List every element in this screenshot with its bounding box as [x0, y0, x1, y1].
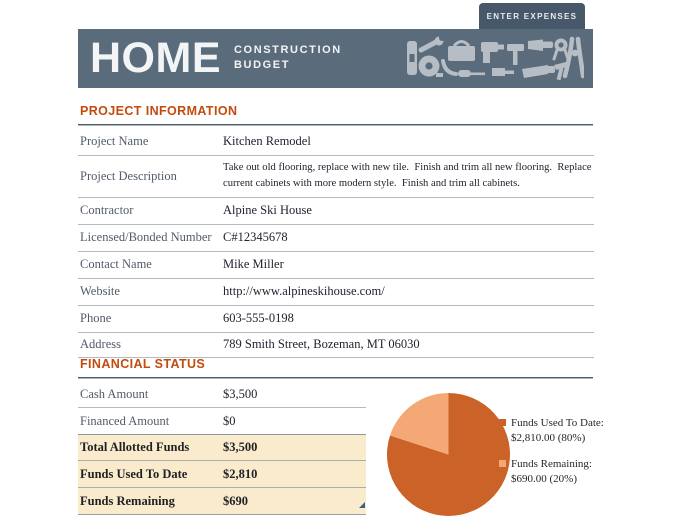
table-row [78, 128, 594, 156]
table-row [78, 225, 594, 252]
project-description-value[interactable]: Take out old flooring, replace with new tile. Finish and trim all new flooring. Replace current cabinets with more modern style. Finish and trim all cabinets. [223, 162, 595, 190]
phone-value[interactable]: 603-555-0198 [223, 311, 294, 326]
legend-text: Funds Remaining: $690.00 (20%) [511, 458, 592, 486]
financed-amount-value[interactable]: $0 [223, 413, 236, 428]
funds-remaining-label: Funds Remaining [80, 493, 175, 508]
legend-item-funds-used [499, 416, 604, 447]
table-row [78, 252, 594, 279]
app-subtitle-line2: BUDGET [234, 59, 291, 71]
app-subtitle-line1: CONSTRUCTION [234, 44, 342, 56]
contractor-label: Contractor [80, 203, 134, 218]
funds-remaining-value: $690 [223, 493, 248, 508]
section-divider [78, 124, 593, 126]
financed-amount-label: Financed Amount [80, 413, 170, 428]
funds-used-to-date-value: $2,810 [223, 466, 258, 481]
project-information-table [78, 128, 594, 358]
table-row [78, 461, 366, 488]
legend-item-funds-remaining [499, 457, 592, 488]
enter-expenses-button[interactable]: ENTER EXPENSES [479, 3, 585, 30]
project-information-title: PROJECT INFORMATION [80, 104, 238, 118]
financial-status-table [78, 381, 366, 515]
address-label: Address [80, 337, 121, 352]
table-row [78, 381, 366, 408]
financial-status-title: FINANCIAL STATUS [80, 357, 206, 371]
table-row [78, 488, 366, 515]
legend-marker-funds-used-icon [499, 419, 506, 426]
funds-used-to-date-label: Funds Used To Date [80, 466, 188, 481]
licensed-bonded-number-value[interactable]: C#12345678 [223, 230, 288, 245]
table-row [78, 198, 594, 225]
legend-text: Funds Used To Date: $2,810.00 (80%) [511, 417, 604, 445]
table-row [78, 333, 594, 358]
project-name-value[interactable]: Kitchen Remodel [223, 134, 311, 148]
website-value[interactable]: http://www.alpineskihouse.com/ [223, 284, 385, 299]
app-subtitle [234, 43, 342, 73]
address-value[interactable]: 789 Smith Street, Bozeman, MT 06030 [223, 337, 420, 352]
header-banner [78, 29, 593, 88]
contact-name-label: Contact Name [80, 257, 152, 272]
licensed-bonded-number-label: Licensed/Bonded Number [80, 230, 212, 245]
section-divider [78, 377, 593, 379]
total-allotted-funds-label: Total Allotted Funds [80, 440, 190, 454]
table-row [78, 408, 366, 435]
website-label: Website [80, 284, 120, 299]
table-resize-handle[interactable] [359, 502, 365, 508]
construction-tools-icons [406, 34, 584, 88]
app-title: HOME [90, 34, 221, 82]
contractor-value[interactable]: Alpine Ski House [223, 203, 312, 218]
project-name-label: Project Name [80, 134, 149, 148]
total-allotted-funds-value: $3,500 [223, 440, 258, 454]
table-row [78, 434, 366, 461]
table-row [78, 306, 594, 333]
phone-label: Phone [80, 311, 112, 326]
table-row [78, 156, 594, 198]
table-row [78, 279, 594, 306]
cash-amount-value[interactable]: $3,500 [223, 386, 258, 401]
legend-marker-funds-remaining-icon [499, 460, 506, 467]
project-description-label: Project Description [80, 168, 177, 183]
funds-pie-chart [387, 393, 510, 516]
contact-name-value[interactable]: Mike Miller [223, 257, 284, 272]
cash-amount-label: Cash Amount [80, 386, 149, 401]
